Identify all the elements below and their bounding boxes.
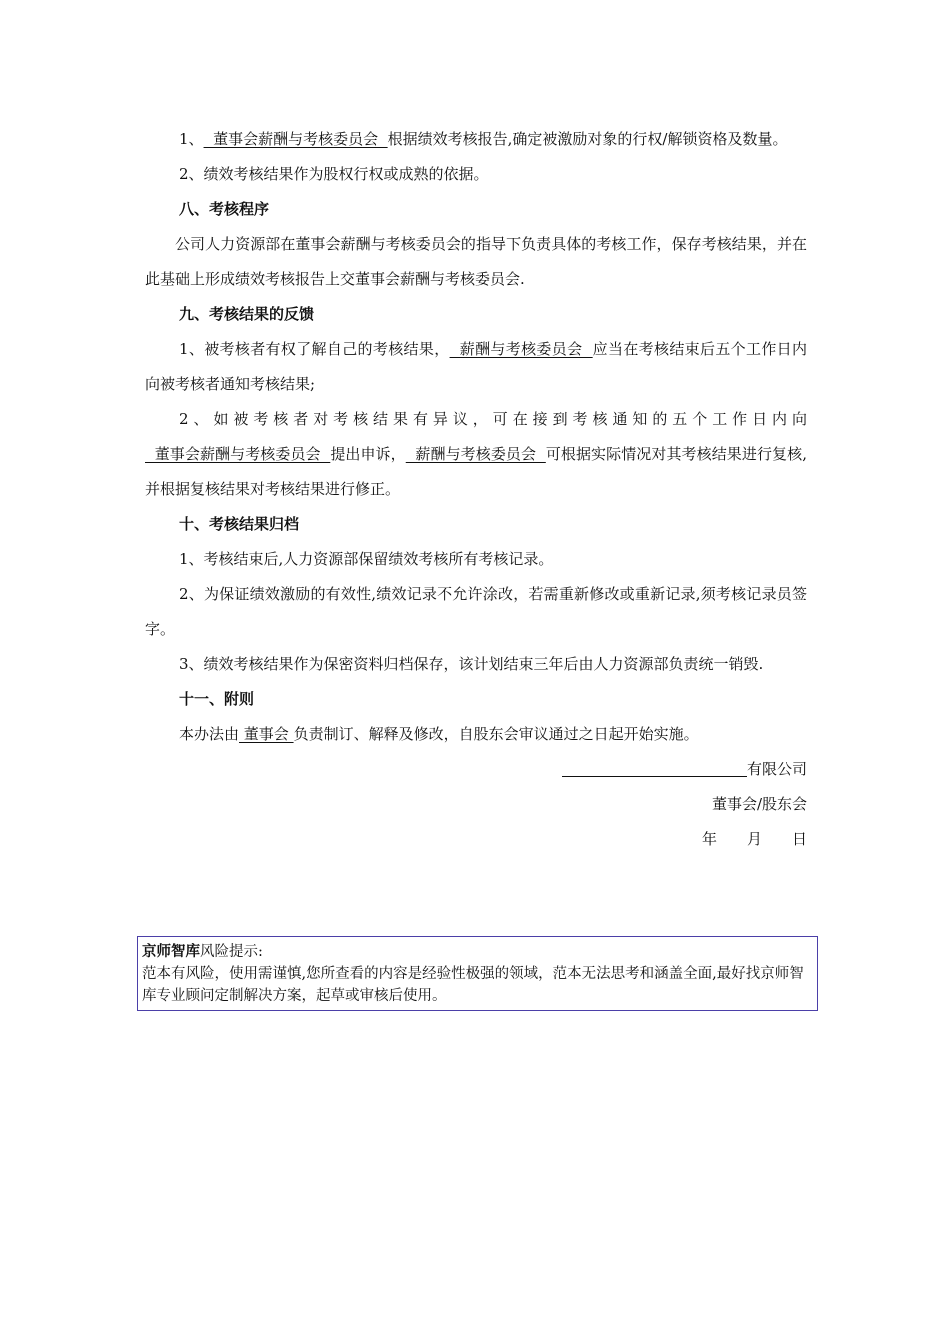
heading-section-8: 八、考核程序 [179,200,270,218]
heading-section-11: 十一、附则 [179,690,255,708]
paragraph-7-1: 1、 董事会薪酬与考核委员会 根据绩效考核报告,确定被激励对象的行权/解锁资格及数量。 [179,130,788,148]
underlined-term: 董事会薪酬与考核委员会 [145,445,331,463]
paragraph-10-3: 3、绩效考核结果作为保密资料归档保存，该计划结束三年后由人力资源部负责统一销毁. [179,655,764,673]
heading-section-9: 九、考核结果的反馈 [179,305,315,323]
signature-date [145,822,807,857]
brand-name: 京师智库 [142,944,200,960]
heading-section-10: 十、考核结果归档 [179,515,300,533]
underlined-term: 董事会薪酬与考核委员会 [203,130,388,148]
signature-company-line: 有限公司 [145,752,807,787]
risk-notice-text: 范本有风险，使用需谨慎,您所查看的内容是经验性极强的领域，范本无法思考和涵盖全面,最好找京师智库专业顾问定制解决方案，起草或审核后使用。 [142,966,804,1004]
paragraph-7-2: 2、绩效考核结果作为股权行权或成熟的依据。 [179,165,489,183]
risk-notice-title: 京师智库风险提示: [142,944,263,960]
risk-notice-box [137,936,818,1011]
company-name-blank [562,754,747,777]
underlined-term: 薪酬与考核委员会 [449,340,593,358]
underlined-term: 董事会 [239,725,294,743]
paragraph-10-2: 2、为保证绩效激励的有效性,绩效记录不允许涂改，若需重新修改或重新记录,须考核记录员签字。 [145,585,807,638]
signature-board: 董事会/股东会 [711,795,807,813]
date-year: 年 [701,830,717,848]
paragraph-8-1: 公司人力资源部在董事会薪酬与考核委员会的指导下负责具体的考核工作，保存考核结果，并在此基础上形成绩效考核报告上交董事会薪酬与考核委员会. [145,235,807,288]
paragraph-9-2: 2、如被考核者对考核结果有异议，可在接到考核通知的五个工作日内向 董事会薪酬与考核委员会 提出申诉， 薪酬与考核委员会 可根据实际情况对其考核结果进行复核,并根据复核结果对考核结果进行修正。 [145,410,807,498]
paragraph-9-1: 1、被考核者有权了解自己的考核结果， 薪酬与考核委员会 应当在考核结束后五个工作日内向被考核者通知考核结果; [145,340,807,393]
document-body [145,122,807,857]
date-month: 月 [746,830,762,848]
paragraph-10-1: 1、考核结束后,人力资源部保留绩效考核所有考核记录。 [179,550,554,568]
underlined-term: 薪酬与考核委员会 [405,445,546,463]
paragraph-11-1: 本办法由 董事会 负责制订、解释及修改，自股东会审议通过之日起开始实施。 [179,725,699,743]
date-day: 日 [791,830,807,848]
